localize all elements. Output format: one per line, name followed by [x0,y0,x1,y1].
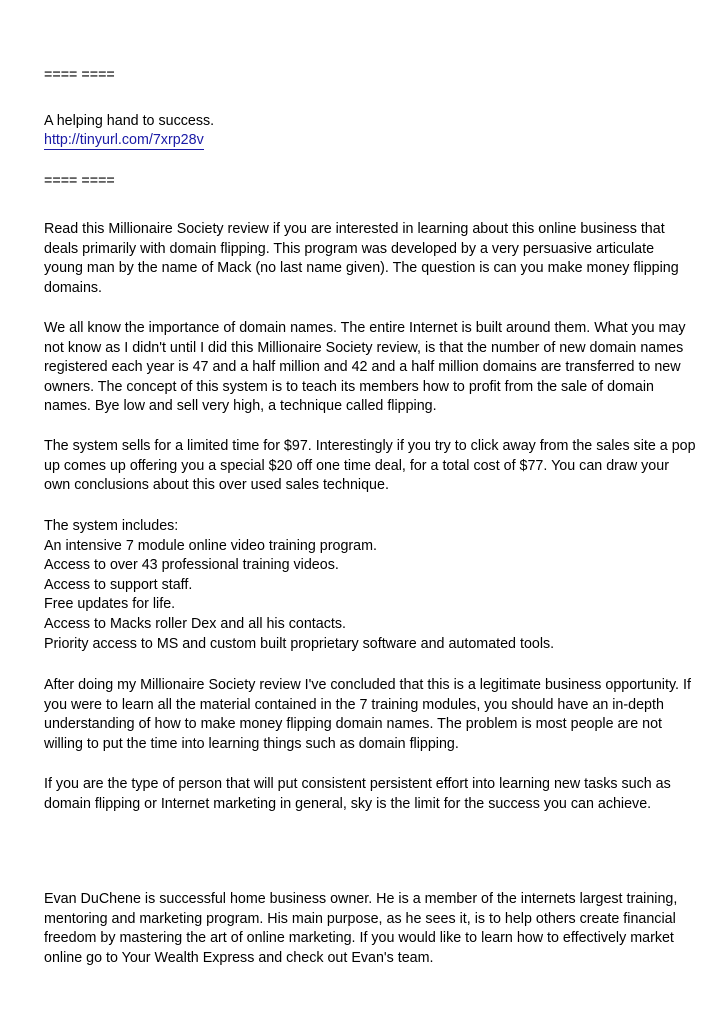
list-item: Access to over 43 professional training videos. [44,557,339,574]
list-item: An intensive 7 module online video training program. [44,537,377,554]
list-item: Access to Macks roller Dex and all his contacts. [44,615,346,632]
includes-section [44,517,696,654]
separator-top: ==== ==== [44,67,115,83]
includes-heading: The system includes: [44,518,179,534]
list-item: Access to support staff. [44,576,193,593]
includes-list [44,537,696,655]
tagline: A helping hand to success. [44,113,215,129]
paragraph-effort: If you are the type of person that will put consistent persistent effort into learning new tasks such as domain flipping or Internet marketing in general, sky is the limit for the success you can achieve. [44,776,671,812]
list-item: Free updates for life. [44,596,176,613]
author-bio: Evan DuChene is successful home business owner. He is a member of the internets largest training, mentoring and marketing program. His main purpose, as he sees it, is to help others create financial freedom by mastering the art of online marketing. If you would like to learn how to effectively market online go to Your Wealth Express and check out Evan's team. [44,891,678,966]
paragraph-intro: Read this Millionaire Society review if you are interested in learning about this online business that deals primarily with domain flipping. This program was developed by a very persuasive articulate young man by the name of Mack (no last name given). The question is can you make money flipping domains. [44,221,679,296]
paragraph-conclusion: After doing my Millionaire Society review I've concluded that this is a legitimate business opportunity. If you were to learn all the material contained in the 7 training modules, you should have an in-depth understanding of how to make money flipping domain names. The problem is most people are not willing to put the time into learning things such as domain flipping. [44,677,691,752]
separator-bottom: ==== ==== [44,173,115,189]
list-item: Priority access to MS and custom built proprietary software and automated tools. [44,635,555,652]
promo-link[interactable]: http://tinyurl.com/7xrp28v [44,132,204,148]
promo-link-wrap [44,131,204,149]
paragraph-pricing: The system sells for a limited time for $97. Interestingly if you try to click away from the sales site a pop up comes up offering you a special $20 off one time deal, for a total cost of $77. You can draw your own conclusions about this over used sales technique. [44,438,696,494]
paragraph-domains: We all know the importance of domain names. The entire Internet is built around them. What you may not know as I didn't until I did this Millionaire Society review, is that the number of new domain names registered each year is 47 and a half million and 42 and a half million domains are transferred to new owners. The concept of this system is to teach its members how to profit from the sale of domain names. Bye low and sell very high, a technique called flipping. [44,320,686,415]
